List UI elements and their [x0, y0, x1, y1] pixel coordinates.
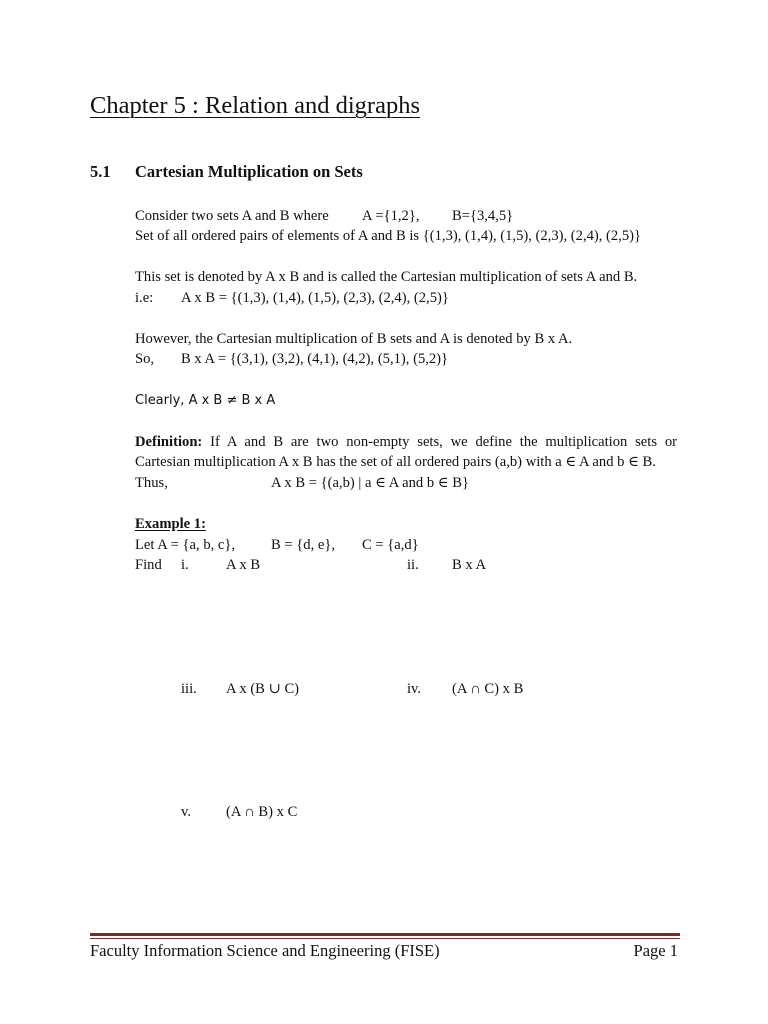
item-expression: (A ∩ C) x B — [452, 681, 524, 697]
intro-line-prefix: Consider two sets A and B where — [135, 208, 329, 224]
page-number: Page 1 — [633, 941, 678, 960]
item-number: iii. — [181, 681, 197, 697]
intro-line-2: Set of all ordered pairs of elements of A and B is {(1,3), (1,4), (1,5), (2,3), (2,4), (2,5)} — [135, 228, 642, 244]
definition-line-1 — [135, 432, 677, 452]
footer-faculty: Faculty Information Science and Engineering (FISE) — [90, 941, 440, 960]
footer-divider — [90, 933, 680, 936]
item-expression: (A ∩ B) x C — [226, 804, 298, 820]
example-let-c: C = {a,d} — [362, 537, 419, 553]
definition-label: Definition: — [135, 434, 203, 450]
so-label: So, — [135, 351, 155, 367]
item-number: ii. — [407, 557, 419, 573]
item-expression: B x A — [452, 557, 487, 573]
thus-value: A x B = {(a,b) | a ∈ A and b ∈ B} — [271, 475, 469, 491]
chapter-title: Chapter 5 : Relation and digraphs — [90, 92, 420, 119]
however-line-1: However, the Cartesian multiplication of B sets and A is denoted by B x A. — [135, 331, 573, 347]
section-title: Cartesian Multiplication on Sets — [135, 162, 363, 181]
find-label: Find — [135, 557, 162, 573]
denoted-line-1: This set is denoted by A x B and is called the Cartesian multiplication of sets A and B. — [135, 269, 638, 285]
item-expression: A x (B ∪ C) — [226, 681, 300, 697]
example-title: Example 1: — [135, 516, 206, 532]
definition-text: If A and B are two non-empty sets, we define the multiplication sets or — [210, 434, 677, 450]
section-number: 5.1 — [90, 162, 111, 181]
item-number: i. — [181, 557, 189, 573]
clearly-statement: Clearly, A x B ≠ B x A — [135, 393, 276, 408]
ie-label: i.e: — [135, 290, 154, 306]
item-number: iv. — [407, 681, 422, 697]
definition-line-2: Cartesian multiplication A x B has the set of all ordered pairs (a,b) with a ∈ A and b ∈ B. — [135, 454, 656, 470]
example-let-a: Let A = {a, b, c}, — [135, 537, 236, 553]
item-number: v. — [181, 804, 191, 820]
footer-divider-thin — [90, 938, 680, 939]
intro-set-a: A ={1,2}, — [362, 208, 420, 224]
so-value: B x A = {(3,1), (3,2), (4,1), (4,2), (5,1), (5,2)} — [181, 351, 449, 367]
intro-set-b: B={3,4,5} — [452, 208, 514, 224]
item-expression: A x B — [226, 557, 261, 573]
thus-label: Thus, — [135, 475, 168, 491]
ie-value: A x B = {(1,3), (1,4), (1,5), (2,3), (2,4), (2,5)} — [181, 290, 449, 306]
example-let-b: B = {d, e}, — [271, 537, 335, 553]
